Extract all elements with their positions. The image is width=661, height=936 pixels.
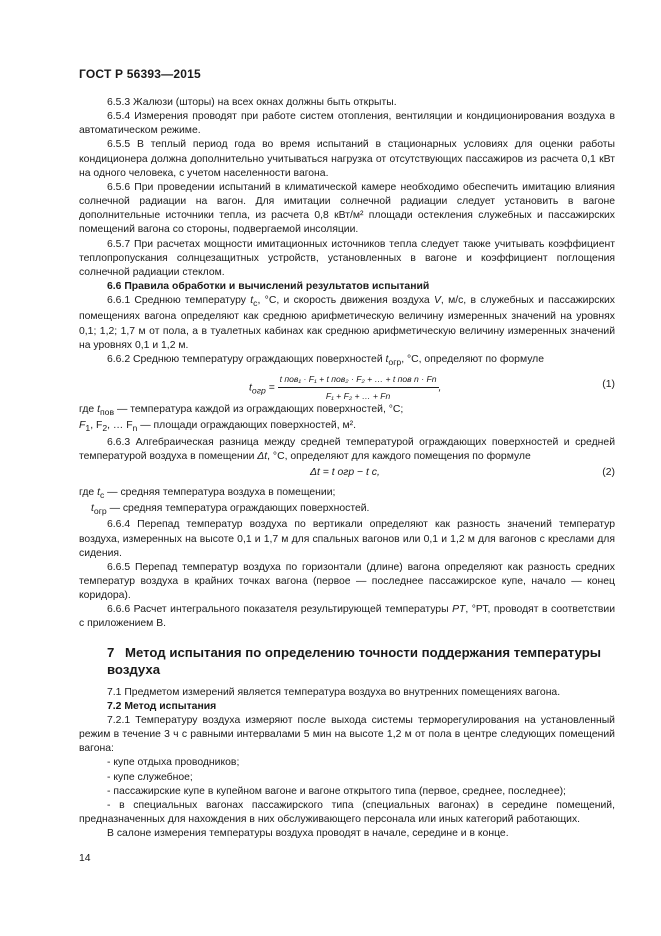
symbol-t: t: [385, 353, 389, 365]
legend-t-ogr: [79, 502, 615, 518]
symbol-sub: 1: [85, 423, 91, 434]
legend-sep: , F: [90, 420, 103, 432]
formula-denominator: F₁ + F₂ + … + Fn: [325, 391, 391, 402]
clause-6-5-7: 6.5.7 При расчетах мощности имитационных источников тепла следует также учитывать коэффициент теплопропускания солнцезащитных устройств, установленных в вагоне и коэффициент поглощения солнечной радиации стеклом.: [79, 238, 615, 278]
formula-1-number: (1): [602, 379, 615, 391]
section-7-number: 7: [107, 644, 115, 660]
formula-numerator: t пов₁ · F₁ + t пов₂ · F₂ + … + t пов n · Fn: [278, 372, 439, 388]
legend-where: где: [79, 404, 98, 416]
formula-2-number: (2): [602, 466, 615, 478]
symbol-t: t: [250, 295, 254, 307]
symbol-sub: пов: [99, 407, 115, 418]
list-item: - купе служебное;: [107, 771, 193, 783]
symbol-sub: n: [132, 423, 138, 434]
clause-text: 6.6.1 Среднюю температуру: [107, 295, 251, 307]
legend-text: — средняя температура воздуха в помещении;: [104, 486, 336, 498]
section-7-title: Метод испытания по определению точности поддержания температуры воздуха: [107, 644, 602, 677]
section-7-2-heading: 7.2 Метод испытания: [107, 700, 217, 712]
clause-6-5-4: 6.5.4 Измерения проводят при работе систем отопления, вентиляции и кондиционирования воздуха в автоматическом режиме.: [79, 111, 615, 137]
formula-lhs-sub: огр: [251, 385, 266, 396]
section-6-6-heading: 6.6 Правила обработки и вычислений результатов испытаний: [107, 281, 430, 293]
clause-text: 6.6.6 Расчет интегрального показателя результирующей температуры: [107, 604, 453, 616]
legend-text: — площади ограждающих поверхностей, м².: [137, 420, 356, 432]
legend-text: — средняя температура ограждающих поверхностей.: [106, 503, 370, 515]
list-item: - пассажирские купе в купейном вагоне и вагоне открытого типа (первое, среднее, последнее);: [107, 785, 566, 797]
legend-t-pov: [79, 403, 615, 419]
list-item: - купе отдыха проводников;: [107, 757, 240, 769]
clause-text: 6.6.2 Среднюю температуру ограждающих поверхностей: [107, 353, 386, 365]
formula-eq: =: [265, 382, 278, 394]
clause-6-6-3: [79, 436, 615, 464]
formula-tail: ,: [438, 382, 442, 394]
closing-paragraph: В салоне измерения температуры воздуха проводят в начале, середине и в конце.: [107, 828, 509, 840]
symbol-sub: огр: [93, 506, 107, 517]
clause-text: , °РТ, проводят в соответствии с приложением В.: [79, 604, 615, 630]
list-item: - в специальных вагонах пассажирского типа (специальных вагонах) в середине помещений, предназначенных для нахождения в них обслуживающего персонала или иных категорий работающих.: [79, 799, 615, 826]
symbol-v: V: [433, 295, 441, 307]
formula-2-expression: Δt = t огр − t с,: [310, 466, 380, 478]
clause-6-5-5: 6.5.5 В теплый период года во время испытаний в стационарных условиях для оценки работы кондиционера должна дополнительно учитываться нагрузка от отсутствующих пассажиров из расчета 0,1 кВт на одного человека, с учетом населенности вагона.: [79, 139, 615, 179]
formula-lhs: t: [249, 382, 252, 394]
legend-f: [79, 419, 615, 435]
clause-text: , °С, определяют для каждого помещения по формуле: [267, 450, 531, 462]
page-number: 14: [79, 853, 91, 864]
symbol-sub: с: [253, 298, 258, 309]
symbol-t: t: [97, 486, 100, 498]
legend-text: — температура каждой из ограждающих поверхностей, °С;: [114, 404, 404, 416]
clause-6-5-3: 6.5.3 Жалюзи (шторы) на всех окнах должны быть открыты.: [107, 97, 397, 108]
formula-1-expression: [249, 372, 441, 403]
clause-6-6-6: [79, 603, 615, 631]
legend-sep: , … F: [107, 420, 133, 432]
clause-6-6-5: 6.6.5 Перепад температур воздуха по горизонтали (длине) вагона определяют как разность средних температур воздуха в крайних точках вагона (первое — последнее пассажирское купе, начало — конец коридора).: [79, 561, 615, 602]
clause-7-1: 7.1 Предметом измерений является температура воздуха во внутренних помещениях вагона.: [107, 686, 561, 698]
page-body: [79, 96, 615, 841]
symbol-pt: PT: [452, 604, 466, 616]
symbol-t: t: [97, 404, 100, 416]
symbol-sub: с: [99, 489, 105, 500]
clause-text: , м/с, в служебных и пассажирских помещениях вагона определяют как среднюю арифметическую величину измеренных значений на уровнях 0,1; 1,2; 1,7 м от пола, а в туалетных кабинах как среднюю арифметическую величину измеренных значений на уровнях 0,1 и 1,2 м.: [79, 295, 615, 351]
formula-fraction: [278, 372, 439, 403]
symbol-sub: 2: [102, 423, 108, 434]
document-header: ГОСТ Р 56393—2015: [79, 67, 201, 81]
symbol-sub: огр: [388, 356, 402, 367]
section-7-heading: [79, 644, 615, 678]
clause-6-6-1: [79, 294, 615, 353]
clause-6-6-2: [79, 353, 615, 369]
formula-2: [79, 466, 615, 484]
symbol-f: F: [79, 420, 86, 432]
clause-text: 6.6.3 Алгебраическая разница между средней температурой ограждающих поверхностей и средней температурой воздуха в помещении: [79, 436, 615, 462]
clause-6-6-4: 6.6.4 Перепад температур воздуха по вертикали определяют как разность значений температур воздуха, измеренных на высоте 0,1 и 1,7 м для спальных вагонов или 0,1 и 1,2 м для вагонов с креслами для сидения.: [79, 519, 615, 559]
legend-t-c: [79, 486, 615, 502]
formula-1: [79, 372, 615, 400]
clause-7-2-1: 7.2.1 Температуру воздуха измеряют после выхода системы терморегулирования на установленный режим в течение 3 ч с равными интервалами 5 мин на высоте 1,2 м от пола в центре следующих помещений вагона:: [79, 714, 615, 755]
symbol-t: t: [91, 503, 94, 515]
legend-where: где: [79, 486, 98, 498]
symbol-delta-t: Δt: [257, 450, 268, 462]
clause-text: , °С, определяют по формуле: [401, 353, 545, 365]
clause-6-5-6: 6.5.6 При проведении испытаний в климатической камере необходимо обеспечить имитацию влияния солнечной радиации на вагон. Для имитации солнечной радиации следует установить в вагоне дополнительные источники тепла, из расчета 0,8 кВт/м² площади остекления служебных и пассажирских помещений вагона со стороны, подвергаемой инсоляции.: [79, 181, 615, 236]
clause-text: , °С, и скорость движения воздуха: [257, 295, 434, 307]
